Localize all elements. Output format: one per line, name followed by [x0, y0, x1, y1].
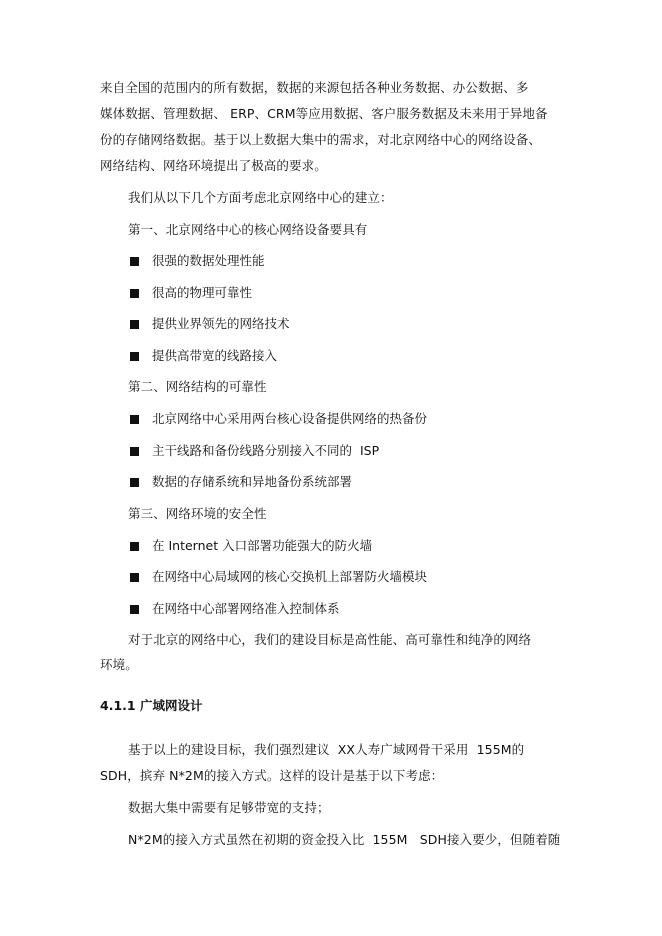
list-item-text: 在网络中心局域网的核心交换机上部署防火墙模块	[152, 569, 428, 584]
list-item	[130, 568, 427, 586]
paragraph-line: SDH，摈弃 N*2M的接入方式。这样的设计是基于以下考虑：	[100, 768, 444, 783]
list-item-text: 北京网络中心采用两台核心设备提供网络的热备份	[152, 411, 428, 426]
paragraph-line: 环境。	[100, 657, 138, 672]
square-bullet-icon	[130, 289, 139, 298]
list-item-text: 提供高带宽的线路接入	[152, 348, 278, 363]
list-item	[130, 537, 372, 555]
section-title: 第一、北京网络中心的核心网络设备要具有	[128, 222, 368, 237]
paragraph-line: 份的存储网络数据。基于以上数据大集中的需求，对北京网络中心的网络设备、	[100, 132, 542, 147]
section-title: 第二、网络结构的可靠性	[128, 379, 267, 394]
list-item-text: 在 Internet 入口部署功能强大的防火墙	[152, 538, 373, 553]
square-bullet-icon	[130, 352, 139, 361]
square-bullet-icon	[130, 257, 139, 266]
square-bullet-icon	[130, 447, 139, 456]
paragraph-line: N*2M的接入方式虽然在初期的资金投入比 155M SDH接入要少，但随着随	[128, 832, 561, 847]
paragraph-line: 对于北京的网络中心，我们的建设目标是高性能、高可靠性和纯净的网络	[128, 632, 532, 647]
square-bullet-icon	[130, 573, 139, 582]
list-item	[130, 473, 352, 491]
list-item	[130, 252, 265, 270]
list-item-text: 很强的数据处理性能	[152, 253, 265, 268]
list-item	[130, 442, 379, 460]
section-title: 第三、网络环境的安全性	[128, 506, 267, 521]
square-bullet-icon	[130, 542, 139, 551]
paragraph-line: 网络结构、网络环境提出了极高的要求。	[100, 158, 327, 173]
list-item-text: 在网络中心部署网络准入控制体系	[152, 601, 340, 616]
list-item-text: 提供业界领先的网络技术	[152, 316, 290, 331]
paragraph-line: 媒体数据、管理数据、 ERP、CRM等应用数据、客户服务数据及未来用于异地备	[100, 106, 548, 121]
list-item	[130, 315, 290, 333]
intro-line: 我们从以下几个方面考虑北京网络中心的建立：	[128, 190, 393, 205]
square-bullet-icon	[130, 320, 139, 329]
list-item-text: 主干线路和备份线路分别接入不同的 ISP	[152, 443, 380, 458]
square-bullet-icon	[130, 605, 139, 614]
list-item-text: 数据的存储系统和异地备份系统部署	[152, 474, 353, 489]
square-bullet-icon	[130, 478, 139, 487]
list-item	[130, 347, 277, 365]
list-item	[130, 284, 252, 302]
list-item	[130, 600, 340, 618]
list-item	[130, 410, 427, 428]
paragraph-line: 数据大集中需要有足够带宽的支持；	[128, 800, 330, 815]
paragraph-line: 来自全国的范围内的所有数据，数据的来源包括各种业务数据、办公数据、多	[100, 80, 529, 95]
square-bullet-icon	[130, 415, 139, 424]
list-item-text: 很高的物理可靠性	[152, 285, 253, 300]
section-heading: 4.1.1 广域网设计	[100, 698, 203, 713]
paragraph-line: 基于以上的建设目标，我们强烈建议 XX人寿广域网骨干采用 155M的	[128, 742, 525, 757]
